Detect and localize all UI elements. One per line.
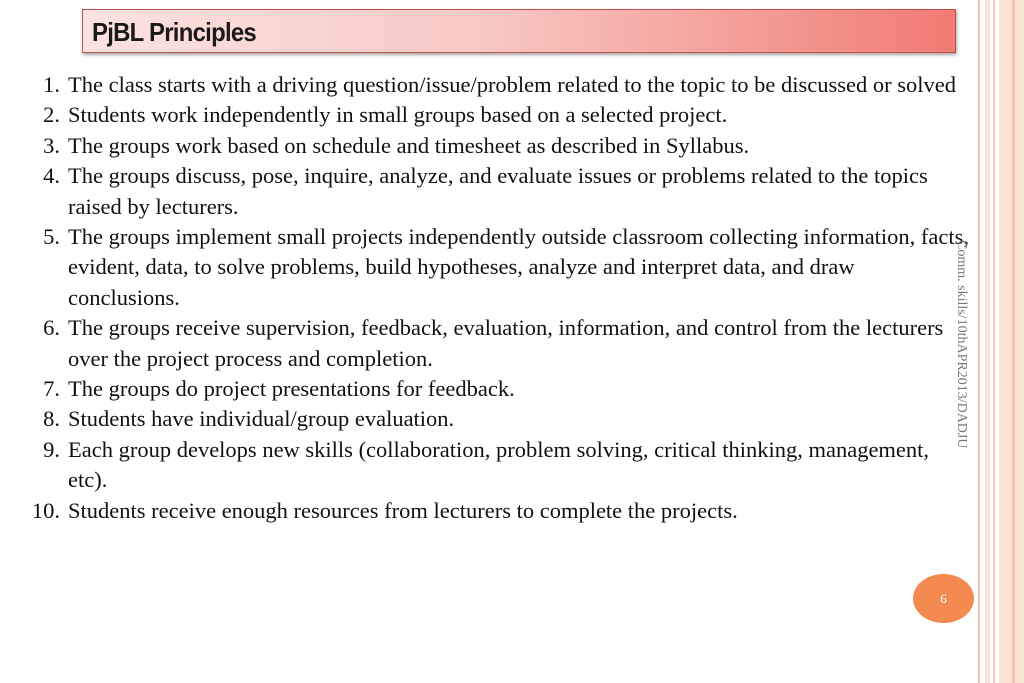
list-item-number: 3. bbox=[43, 132, 60, 158]
list-item-text: Students have individual/group evaluation. bbox=[68, 406, 455, 432]
slide-title-bar bbox=[82, 9, 956, 53]
page-number-badge bbox=[913, 574, 974, 623]
list-item-number: 4. bbox=[43, 163, 60, 189]
decorative-stripe-2 bbox=[985, 0, 990, 683]
list-item-number: 8. bbox=[43, 406, 60, 432]
list-item-text: Each group develops new skills (collaboration, problem solving, critical thinking, management, etc). bbox=[68, 436, 930, 493]
list-item-number: 10. bbox=[31, 497, 60, 523]
decorative-stripe-5 bbox=[1012, 0, 1015, 683]
list-item bbox=[30, 222, 970, 313]
list-item-number: 7. bbox=[43, 376, 60, 402]
list-item-number: 6. bbox=[43, 315, 60, 341]
list-item bbox=[30, 70, 970, 100]
list-item-number: 9. bbox=[43, 436, 60, 462]
list-item-text: The groups do project presentations for feedback. bbox=[68, 376, 515, 402]
list-item bbox=[30, 131, 970, 161]
list-item-number: 5. bbox=[43, 224, 60, 250]
list-item bbox=[30, 374, 970, 404]
list-item-text: The groups work based on schedule and timesheet as described in Syllabus. bbox=[68, 132, 750, 158]
list-item-text: The class starts with a driving question/issue/problem related to the topic to be discussed or solved bbox=[68, 72, 956, 97]
list-item-text: The groups receive supervision, feedback, evaluation, information, and control from the lecturers over the project process and completion. bbox=[68, 315, 944, 371]
decorative-stripe-3 bbox=[993, 0, 995, 683]
slide-title: PjBL Principles bbox=[92, 17, 257, 47]
list-item bbox=[30, 313, 970, 374]
list-item-text: Students receive enough resources from lecturers to complete the projects. bbox=[68, 497, 738, 523]
list-item bbox=[30, 100, 970, 130]
list-item bbox=[30, 161, 970, 222]
list-item bbox=[30, 404, 970, 434]
list-item-number: 2. bbox=[43, 102, 60, 128]
list-item-text: The groups implement small projects independently outside classroom collecting information, facts, evident, data, to solve problems, build hypotheses, analyze and interpret data, and draw conclusions. bbox=[68, 224, 970, 310]
sidebar-footer-text: Comm. skills/10thAPR2013/DADJU bbox=[954, 240, 969, 449]
list-item bbox=[30, 496, 970, 526]
page-number: 6 bbox=[940, 590, 947, 606]
principles-list bbox=[30, 70, 970, 526]
list-item-text: The groups discuss, pose, inquire, analyze, and evaluate issues or problems related to the topics raised by lecturers. bbox=[68, 163, 928, 219]
list-item-number: 1. bbox=[43, 72, 60, 97]
decorative-stripe-1 bbox=[978, 0, 980, 683]
list-item bbox=[30, 435, 970, 496]
list-item-text: Students work independently in small groups based on a selected project. bbox=[68, 102, 728, 128]
